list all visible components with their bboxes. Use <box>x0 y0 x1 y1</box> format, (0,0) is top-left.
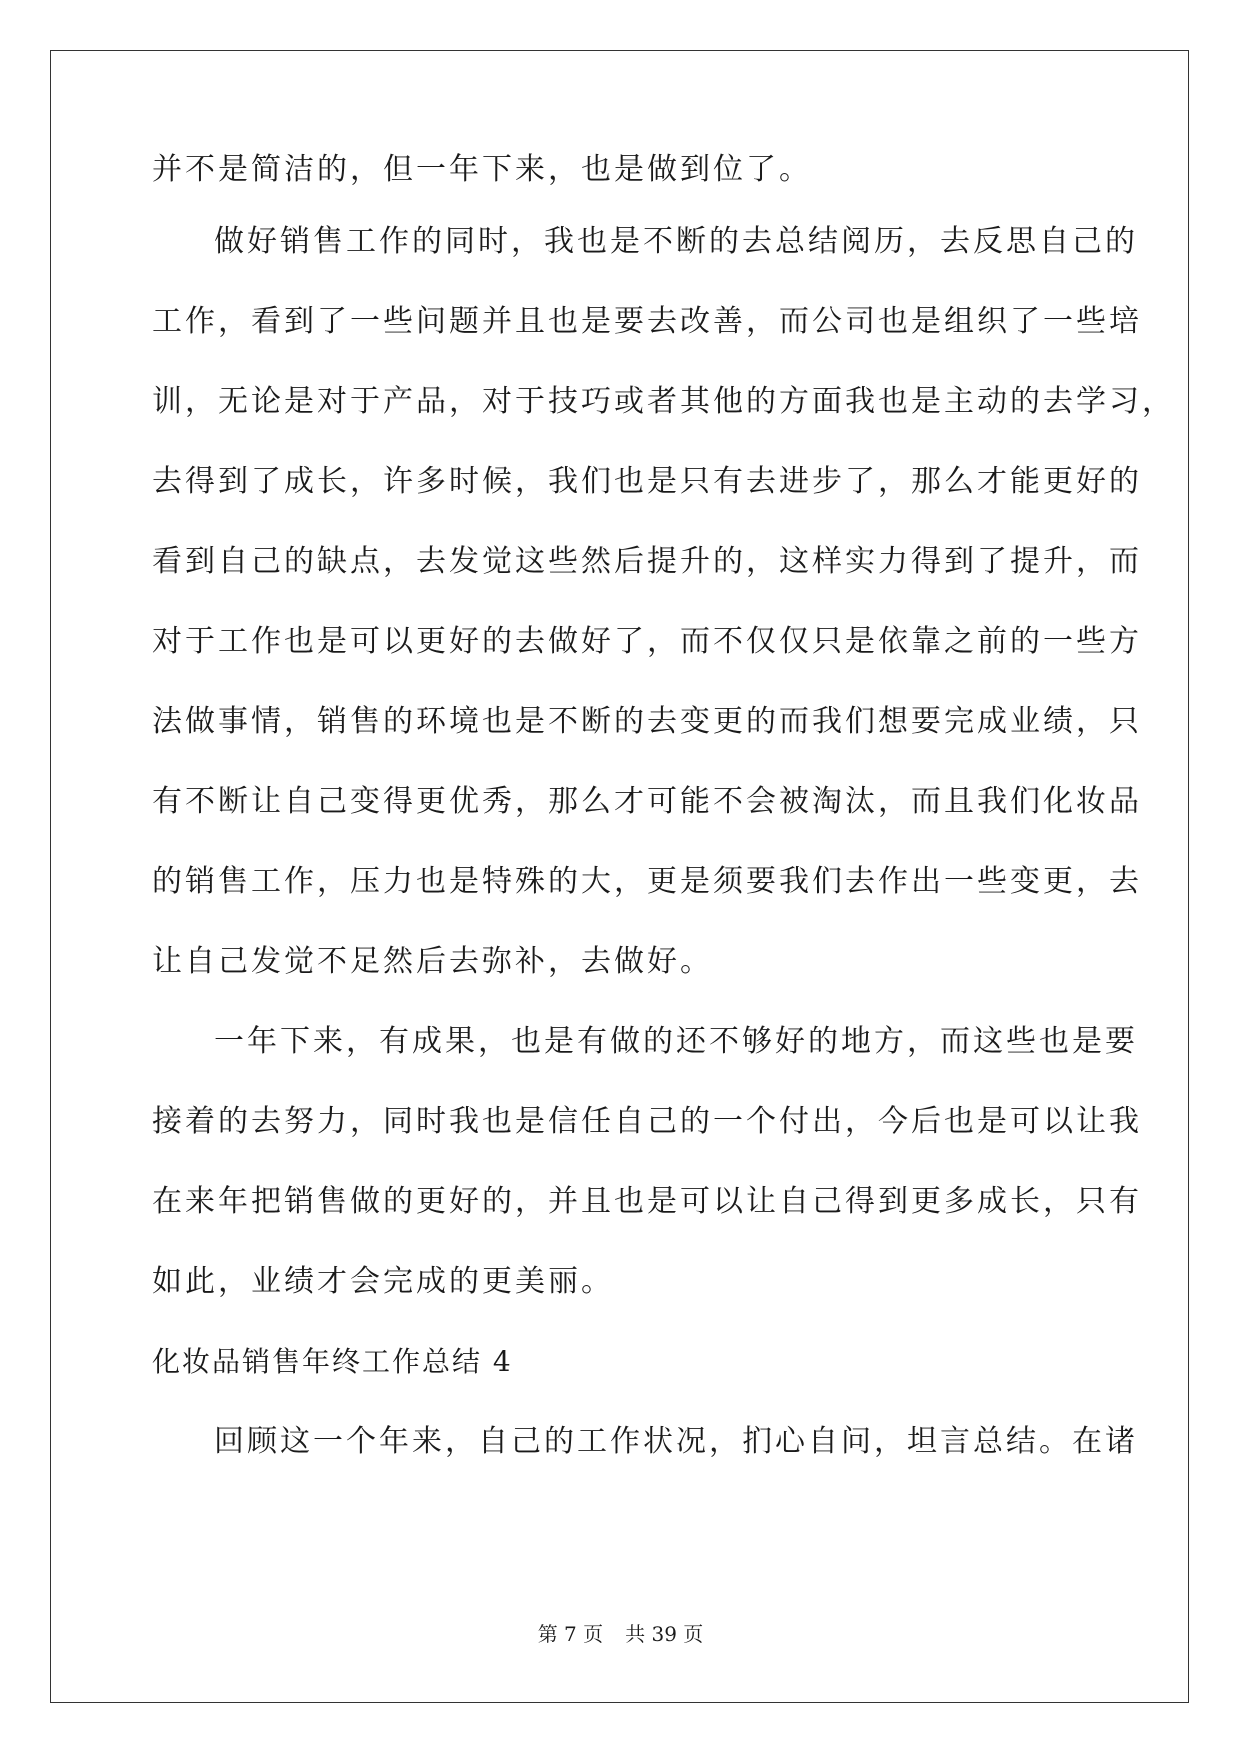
paragraph-line: 做好销售工作的同时，我也是不断的去总结阅历，去反思自己的 <box>214 224 1138 259</box>
paragraph-line: 回顾这一个年来，自己的工作状况，扪心自问，坦言总结。在诸 <box>214 1424 1138 1459</box>
total-pages: 共 39 页 <box>625 1622 704 1646</box>
paragraph-line: 有不断让自己变得更优秀，那么才可能不会被淘汰，而且我们化妆品 <box>152 784 1142 819</box>
paragraph-line: 训，无论是对于产品，对于技巧或者其他的方面我也是主动的去学习， <box>152 384 1175 419</box>
paragraph-line: 并不是简洁的，但一年下来，也是做到位了。 <box>152 152 812 187</box>
paragraph-line: 对于工作也是可以更好的去做好了，而不仅仅只是依靠之前的一些方 <box>152 624 1142 659</box>
paragraph-line: 去得到了成长，许多时候，我们也是只有去进步了，那么才能更好的 <box>152 464 1142 499</box>
paragraph-line: 法做事情，销售的环境也是不断的去变更的而我们想要完成业绩，只 <box>152 704 1142 739</box>
paragraph-line: 如此，业绩才会完成的更美丽。 <box>152 1264 614 1299</box>
paragraph-line: 工作，看到了一些问题并且也是要去改善，而公司也是组织了一些培 <box>152 304 1142 339</box>
paragraph-line: 的销售工作，压力也是特殊的大，更是须要我们去作出一些变更，去 <box>152 864 1142 899</box>
section-heading: 化妆品销售年终工作总结 4 <box>152 1345 513 1378</box>
paragraph-line: 在来年把销售做的更好的，并且也是可以让自己得到更多成长，只有 <box>152 1184 1142 1219</box>
page-number: 第 7 页 <box>537 1622 604 1646</box>
paragraph-line: 看到自己的缺点，去发觉这些然后提升的，这样实力得到了提升，而 <box>152 544 1142 579</box>
paragraph-line: 接着的去努力，同时我也是信任自己的一个付出，今后也是可以让我 <box>152 1104 1142 1139</box>
page-footer <box>0 1620 1241 1648</box>
paragraph-line: 一年下来，有成果，也是有做的还不够好的地方，而这些也是要 <box>214 1024 1138 1059</box>
paragraph-line: 让自己发觉不足然后去弥补，去做好。 <box>152 944 713 979</box>
